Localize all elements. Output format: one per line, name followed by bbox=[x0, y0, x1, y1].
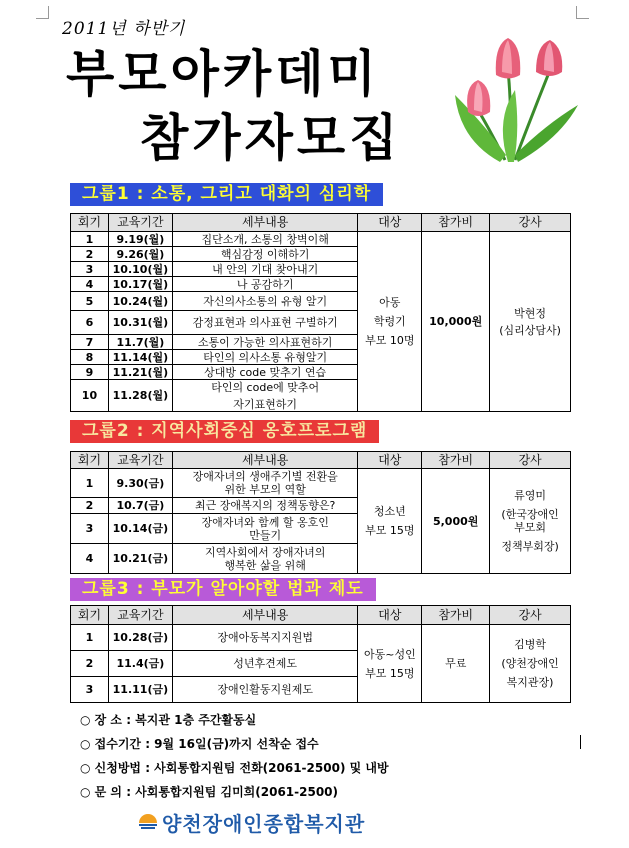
subtitle: 2011년 하반기 bbox=[62, 19, 186, 39]
col-header: 강사 bbox=[490, 214, 571, 232]
crop-mark bbox=[576, 6, 589, 19]
col-header: 대상 bbox=[358, 452, 422, 469]
col-header: 대상 bbox=[358, 214, 422, 232]
col-header: 참가비 bbox=[422, 452, 490, 469]
col-header: 참가비 bbox=[422, 214, 490, 232]
group1-header: 그룹1 : 소통, 그리고 대화의 심리학 bbox=[70, 183, 383, 206]
col-header: 교육기간 bbox=[108, 214, 172, 232]
table-row: 1 9.30(금) 장애자녀의 생애주기별 전환을 위한 부모의 역할 청소년 부모 15명 5,000원 류영미 (한국장애인 부모회 정책부회장) bbox=[71, 469, 571, 498]
tulip-illustration bbox=[440, 20, 590, 170]
table-row: 5 10.24(월) 자신의사소통의 유형 알기 bbox=[71, 292, 571, 311]
col-header: 세부내용 bbox=[172, 452, 358, 469]
col-header: 대상 bbox=[358, 606, 422, 625]
table-row: 3 11.11(금) 장애인활동지원제도 bbox=[71, 677, 571, 703]
col-header: 교육기간 bbox=[108, 606, 172, 625]
table-row: 10 11.28(월) 타인의 code에 맞추어 자기표현하기 bbox=[71, 380, 571, 412]
group3-target: 아동~성인 부모 15명 bbox=[358, 625, 422, 703]
table-row: 3 10.14(금) 장애자녀와 함께 할 옹호인 만들기 bbox=[71, 514, 571, 544]
col-header: 회기 bbox=[71, 452, 109, 469]
info-contact: ○ 문 의 : 사회통합지원팀 김미희(2061-2500) bbox=[80, 785, 339, 799]
table-row: 6 10.31(월) 감정표현과 의사표현 구별하기 bbox=[71, 311, 571, 335]
group3-fee: 무료 bbox=[422, 625, 490, 703]
table-row: 1 9.19(월) 집단소개, 소통의 창벽이해 아동 학령기 부모 10명 10,000원 박현정 (심리상담사) bbox=[71, 232, 571, 247]
table-row: 9 11.21(월) 상대방 code 맞추기 연습 bbox=[71, 365, 571, 380]
group3-lecturer: 김병학 (양천장애인 복지관장) bbox=[490, 625, 571, 703]
group1-target: 아동 학령기 부모 10명 bbox=[358, 232, 422, 412]
group1-fee: 10,000원 bbox=[422, 232, 490, 412]
text-cursor bbox=[580, 735, 581, 749]
col-header: 강사 bbox=[490, 606, 571, 625]
info-location: ○ 장 소 : 복지관 1층 주간활동실 bbox=[80, 713, 257, 727]
group2-target: 청소년 부모 15명 bbox=[358, 469, 422, 574]
col-header: 강사 bbox=[490, 452, 571, 469]
page-title-line2: 참가자모집 bbox=[140, 109, 402, 167]
page-title-line1: 부모아카데미 bbox=[66, 45, 380, 103]
table-row: 2 10.7(금) 최근 장애복지의 정책동향은? bbox=[71, 498, 571, 514]
table-row: 7 11.7(월) 소통이 가능한 의사표현하기 bbox=[71, 335, 571, 350]
group2-fee: 5,000원 bbox=[422, 469, 490, 574]
col-header: 세부내용 bbox=[172, 214, 358, 232]
group2-table bbox=[70, 451, 571, 574]
col-header: 회기 bbox=[71, 214, 109, 232]
table-row: 4 10.21(금) 지역사회에서 장애자녀의 행복한 삶을 위해 bbox=[71, 544, 571, 574]
group2-header: 그룹2 : 지역사회중심 옹호프로그램 bbox=[70, 420, 379, 443]
table-row: 8 11.14(월) 타인의 의사소통 유형알기 bbox=[71, 350, 571, 365]
table-row: 3 10.10(월) 내 안의 기대 찾아내기 bbox=[71, 262, 571, 277]
group1-table bbox=[70, 213, 571, 412]
table-row: 4 10.17(월) 나 공감하기 bbox=[71, 277, 571, 292]
info-method: ○ 신청방법 : 사회통합지원팀 전화(2061-2500) 및 내방 bbox=[80, 761, 389, 775]
info-period: ○ 접수기간 : 9월 16일(금)까지 선착순 접수 bbox=[80, 737, 319, 751]
group3-header: 그룹3 : 부모가 알아야할 법과 제도 bbox=[70, 578, 376, 601]
group2-lecturer: 류영미 (한국장애인 부모회 정책부회장) bbox=[490, 469, 571, 574]
col-header: 회기 bbox=[71, 606, 109, 625]
table-row: 1 10.28(금) 장애아동복지지원법 아동~성인 부모 15명 무료 김병학 (양천장애인 복지관장) bbox=[71, 625, 571, 651]
col-header: 세부내용 bbox=[172, 606, 358, 625]
group1-lecturer: 박현정 (심리상담사) bbox=[490, 232, 571, 412]
crop-mark bbox=[36, 6, 49, 19]
table-row: 2 11.4(금) 성년후견제도 bbox=[71, 651, 571, 677]
col-header: 교육기간 bbox=[108, 452, 172, 469]
footer-org-name: 양천장애인종합복지관 bbox=[162, 812, 366, 836]
table-row: 2 9.26(월) 핵심감정 이해하기 bbox=[71, 247, 571, 262]
logo-icon bbox=[138, 811, 158, 829]
col-header: 참가비 bbox=[422, 606, 490, 625]
group3-table bbox=[70, 605, 571, 703]
